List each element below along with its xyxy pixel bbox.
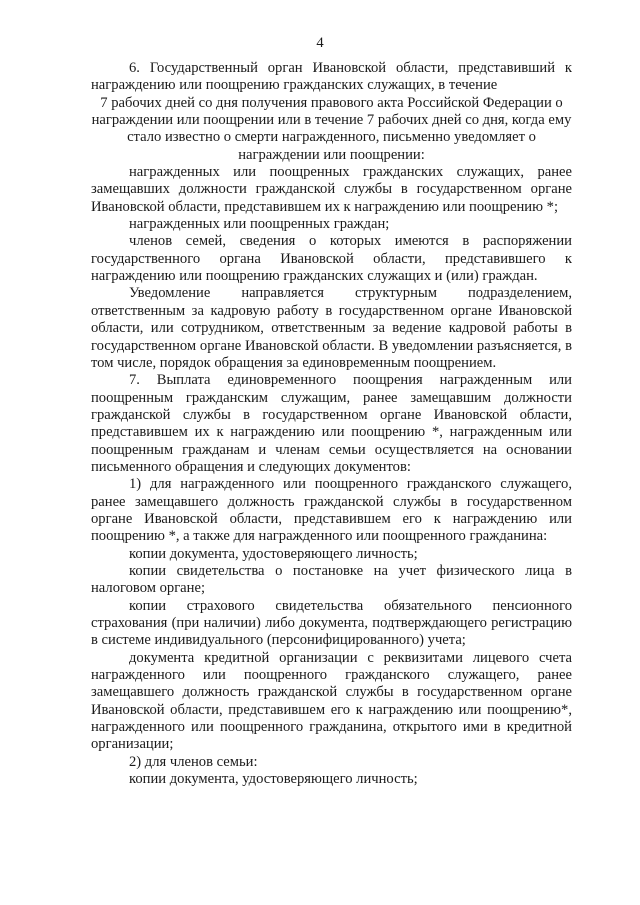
doc-item-pension-insurance: копии страхового свидетельства обязательного пенсионного страхования (при наличии) либо документа, подтверждающего регистрацию в системе индивидуального (персонифицированного) учета; [91, 597, 572, 649]
list-item-1-civil-servant-docs: 1) для награжденного или поощренного гражданского служащего, ранее замещавшего должность гражданской службы в государственном органе Ивановской области, представившем его к награждению или поощрению *, а также для награжденного или поощренного гражданина: [91, 476, 572, 545]
doc-item-identity-copy: копии документа, удостоверяющего личность; [129, 545, 418, 562]
list-item-citizens: награжденных или поощренных граждан; [129, 216, 390, 233]
doc-item-tax-registration: копии свидетельства о постановке на учет физического лица в налоговом органе; [91, 562, 572, 597]
doc-item-bank-details: документа кредитной организации с реквизитами лицевого счета награжденного или поощренного гражданского служащего, ранее замещавшего должность гражданской службы в государственном органе Ивановской области, представившем его к награждению или поощрению*, награжденного или поощренного гражданина, открытого ими в кредитной организации; [91, 649, 572, 753]
doc-item-family-identity-copy: копии документа, удостоверяющего личность; [129, 771, 418, 788]
paragraph-notification: Уведомление направляется структурным подразделением, ответственным за кадровую работу в государственном органе Ивановской области, или сотрудником, ответственным за ведение кадровой работы в государственном органе Ивановской области. В уведомлении разъясняется, в том числе, порядок обращения за единовременным поощрением. [91, 285, 572, 371]
document-body [91, 60, 572, 788]
paragraph-6-intro: 6. Государственный орган Ивановской области, представивший к награждению или поощрению гражданских служащих, в течение [91, 60, 572, 94]
list-item-2-family-docs: 2) для членов семьи: [129, 753, 258, 770]
paragraph-6-deadline: 7 рабочих дней со дня получения правового акта Российской Федерации о награждении или поощрении или в течение 7 рабочих дней со дня, когда ему стало известно о смерти награжденного, письменно уведомляет о награждении или поощрении: [91, 94, 572, 163]
paragraph-7-payment: 7. Выплата единовременного поощрения награжденным или поощренным гражданским служащим, ранее замещавшим должности гражданской службы в государственном органе Ивановской области, представившем их к награждению или поощрению *, награжденным или поощренным гражданам и членам семьи осуществляется на основании письменного обращения и следующих документов: [91, 372, 572, 475]
list-item-family-members: членов семей, сведения о которых имеются в распоряжении государственного органа Ивановской области, представившего к награждению или поощрению гражданских служащих и (или) граждан. [91, 233, 572, 285]
list-item-former-civil-servants: награжденных или поощренных гражданских служащих, ранее замещавших должности гражданской службы в государственном органе Ивановской области, представившем их к награждению или поощрению *; [91, 164, 572, 215]
page-number: 4 [316, 35, 324, 51]
